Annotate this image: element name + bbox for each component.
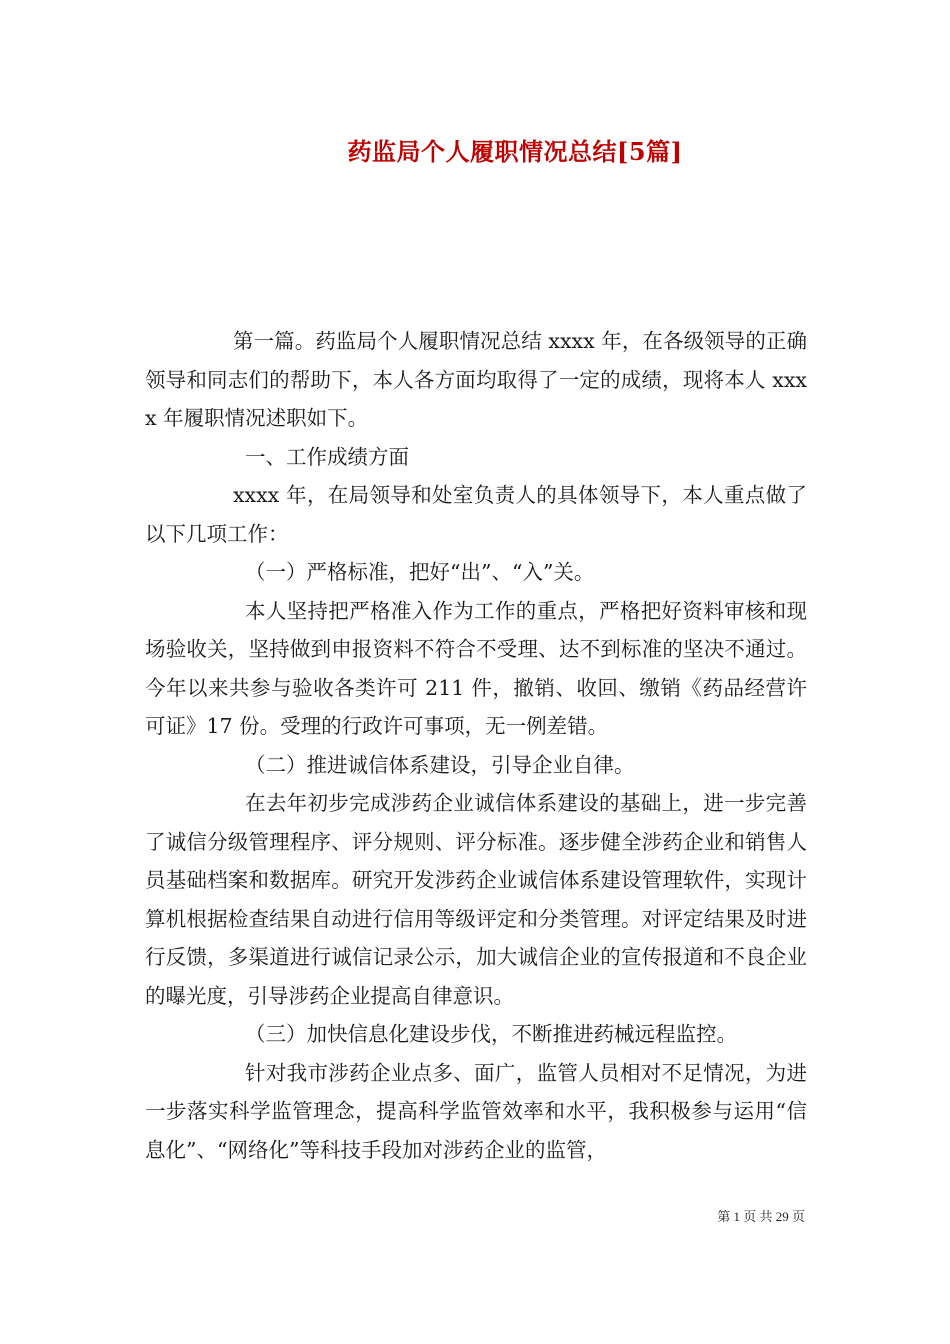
- paragraph-intro: 第一篇。药监局个人履职情况总结 xxxx 年，在各级领导的正确领导和同志们的帮助下，本人各方面均取得了一定的成绩，现将本人 xxxx 年履职情况述职如下。: [145, 329, 807, 430]
- document-body: [145, 322, 807, 1169]
- page-number-footer: 第 1 页 共 29 页: [717, 1209, 805, 1224]
- document-title: 药监局个人履职情况总结[5篇]: [347, 137, 683, 166]
- paragraph-credit-system: 在去年初步完成涉药企业诚信体系建设的基础上，进一步完善了诚信分级管理程序、评分规则、评分标准。逐步健全涉药企业和销售人员基础档案和数据库。研究开发涉药企业诚信体系建设管理软件，实现计算机根据检查结果自动进行信用等级评定和分类管理。对评定结果及时进行反馈，多渠道进行诚信记录公示，加大诚信企业的宣传报道和不良企业的曝光度，引导涉药企业提高自律意识。: [145, 791, 807, 1008]
- paragraph-informatization: 针对我市涉药企业点多、面广，监管人员相对不足情况，为进一步落实科学监管理念，提高科学监管效率和水平，我积极参与运用“信息化”、“网络化”等科技手段加对涉药企业的监管，: [145, 1060, 807, 1162]
- paragraph-work-overview: xxxx 年，在局领导和处室负责人的具体领导下，本人重点做了以下几项工作：: [145, 483, 807, 546]
- section-heading-work-results: 一、工作成绩方面: [245, 444, 409, 469]
- subheading-informatization: （三）加快信息化建设步伐，不断推进药械远程监控。: [245, 1022, 737, 1046]
- subheading-credit-system: （二）推进诚信体系建设，引导企业自律。: [245, 752, 635, 777]
- subheading-strict-standards: （一）严格标准，把好“出”、“入”关。: [245, 560, 595, 584]
- paragraph-strict-standards: 本人坚持把严格准入作为工作的重点，严格把好资料审核和现场验收关，坚持做到申报资料不符合不受理、达不到标准的坚决不通过。今年以来共参与验收各类许可 211 件，撤销、收回、缴销《药品经营许可证》17 份。受理的行政许可事项，无一例差错。: [145, 598, 807, 738]
